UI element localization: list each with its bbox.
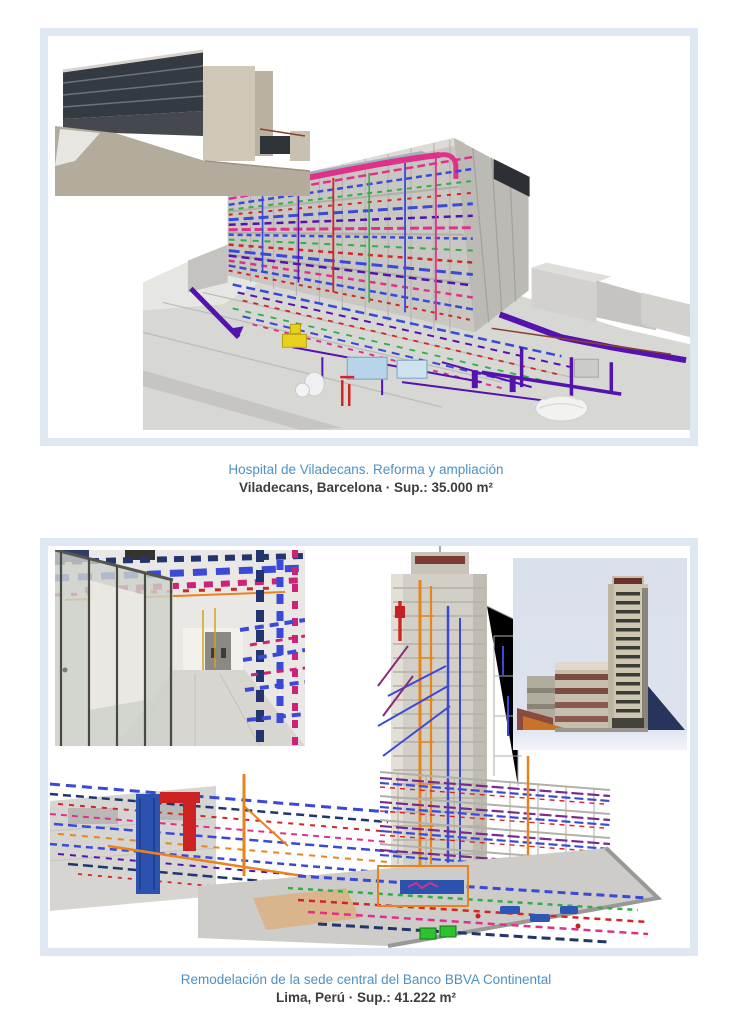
project-title: Remodelación de la sede central del Banco BBVA Continental [180,972,552,987]
project-title: Hospital de Viladecans. Reforma y ampliación [228,462,504,477]
project-location: Viladecans, Barcelona · Sup.: 35.000 m² [238,480,494,495]
caption-viladecans [0,461,732,497]
project-location: Lima, Perú · Sup.: 41.222 m² [275,990,457,1005]
hospital-exterior-inset-image [55,41,310,196]
bbva-exterior-inset-image [513,558,687,750]
project-figure-viladecans [40,28,698,446]
project-figure-bbva [40,538,698,956]
caption-bbva [0,971,732,1007]
bbva-interior-photo [55,550,305,746]
